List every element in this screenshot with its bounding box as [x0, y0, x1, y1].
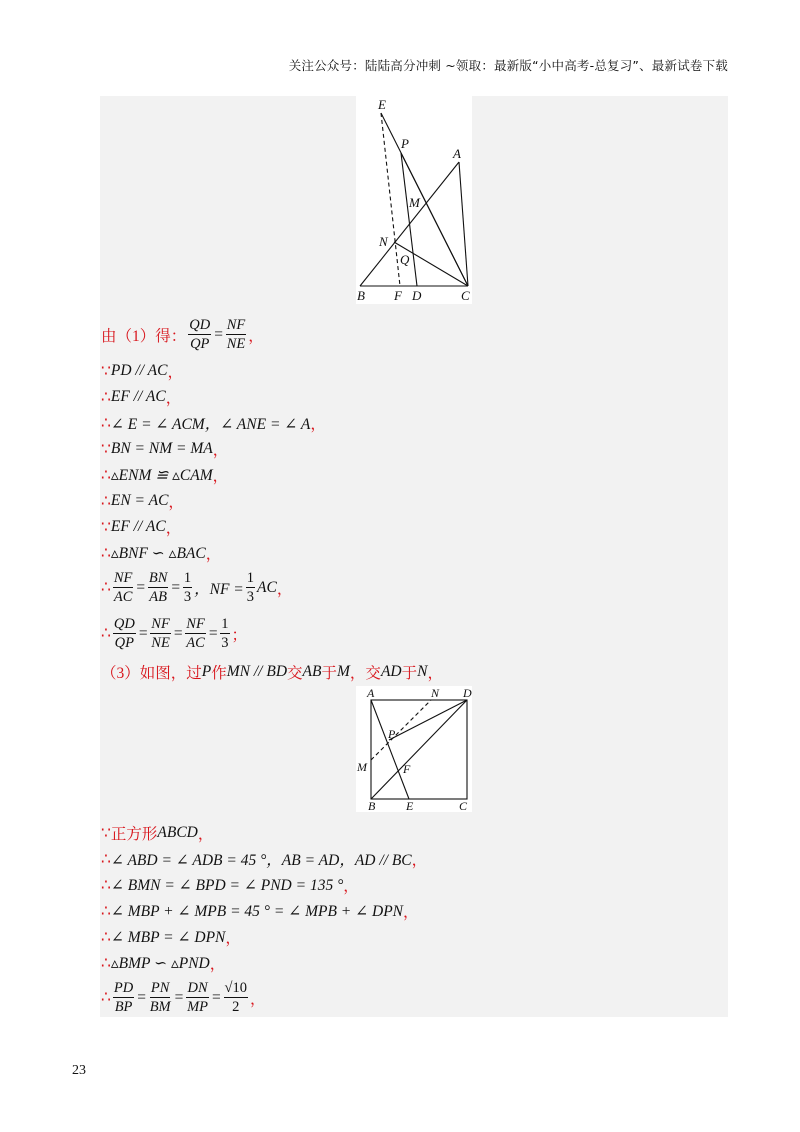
label-A: A: [453, 146, 461, 161]
line-9: ∴ ▵BNF ∽ ▵BAC ，: [101, 544, 222, 563]
line-13: ∵ 正方形 ABCD ，: [101, 824, 214, 843]
figure-square-svg: [356, 686, 472, 812]
label-M: M: [357, 760, 367, 774]
line-10: ∴ $\frac{NF}{AC}$ = $\frac{BN}{AB}$ = $\frac{1}{3}$ ，NF = $\frac{1}{3}$ AC ，: [101, 570, 293, 605]
label-N: N: [379, 234, 388, 249]
label-F: F: [394, 288, 402, 303]
line-4: ∴ ∠ E = ∠ ACM，∠ ANE = ∠ A ，: [101, 414, 326, 433]
line-14: ∴ ∠ ABD = ∠ ADB = 45 °，AB = AD，AD // BC ，: [101, 850, 428, 869]
line-11: ∴ $\frac{QD}{QP}$ = $\frac{NF}{NE}$ = $\frac{NF}{AC}$ = $\frac{1}{3}$ ；: [101, 616, 248, 651]
line-17: ∴ ∠ MBP = ∠ DPN ，: [101, 928, 241, 947]
figure-triangle: [356, 96, 472, 304]
figure-triangle-svg: [356, 96, 472, 304]
label-B: B: [357, 288, 365, 303]
line-18: ∴ ▵BMP ∽ ▵PND ，: [101, 954, 226, 973]
label-B: B: [368, 799, 376, 812]
label-D: D: [463, 686, 472, 700]
label-P: P: [388, 727, 396, 741]
fraction: $\frac{QD}{QP}$: [189, 317, 211, 352]
line-3: ∴ EF // AC ，: [101, 388, 182, 407]
line-2: ∵ PD // AC ，: [101, 362, 183, 381]
line-8: ∵ EF // AC ，: [101, 518, 182, 537]
figure-square: [356, 686, 472, 812]
label-F: F: [403, 762, 411, 776]
label-Q: Q: [400, 252, 410, 267]
label-P: P: [401, 136, 409, 151]
label-C: C: [459, 799, 468, 812]
label-E: E: [378, 97, 386, 112]
label-M: M: [409, 195, 420, 210]
line-16: ∴ ∠ MBP + ∠ MPB = 45 ° = ∠ MPB + ∠ DPN ，: [101, 902, 419, 921]
label-N: N: [431, 686, 440, 700]
label-D: D: [412, 288, 422, 303]
line-5: ∵ BN = NM = MA ，: [101, 440, 229, 459]
label-A: A: [367, 686, 375, 700]
line-12: （3）如图，过 P 作 MN // BD 交 AB 于 M ，交 AD 于 N ，: [101, 663, 443, 682]
line-15: ∴ ∠ BMN = ∠ BPD = ∠ PND = 135 ° ，: [101, 876, 359, 895]
line-7: ∴ EN = AC ，: [101, 492, 184, 511]
page-header: 关注公众号：陆陆高分冲刺 ~领取：最新版“小中高考-总复习”、最新试卷下载: [288, 58, 728, 73]
page-number: 23: [72, 1063, 86, 1078]
label-C: C: [461, 288, 470, 303]
line-6: ∴ ▵ENM ≌ ▵CAM ，: [101, 466, 229, 485]
line-19: ∴ $\frac{PD}{BP}$ = $\frac{PN}{BM}$ = $\frac{DN}{MP}$ = $\frac{√10}{2}$ ，: [101, 980, 266, 1015]
fraction: $\frac{NF}{NE}$: [226, 317, 246, 352]
label-E: E: [406, 799, 414, 812]
line-1: 由（1）得： $\frac{QD}{QP}$ = $\frac{NF}{NE}$ ，: [101, 317, 264, 352]
